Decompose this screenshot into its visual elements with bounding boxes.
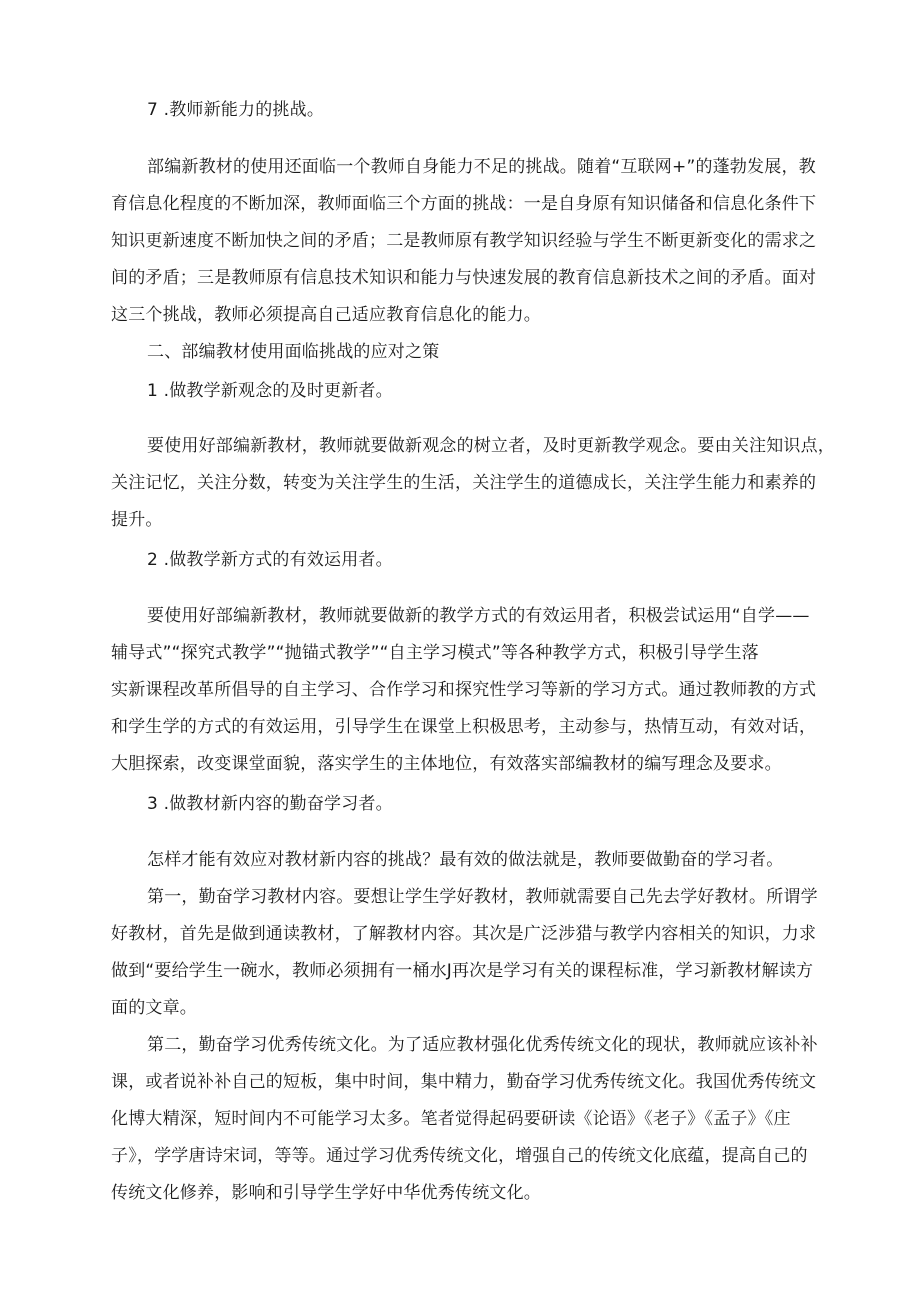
heading-diligent-learner: 3 .做教材新内容的勤奋学习者。 xyxy=(147,794,393,814)
text-line: 辅导式”“探究式教学”“抛锚式教学”“自主学习模式”等各种教学方式，积极引导学生落 xyxy=(111,643,759,663)
text-line: 第一，勤奋学习教材内容。要想让学生学好教材，教师就需要自己先去学好教材。所谓学 xyxy=(147,887,818,907)
text-line: 做到“要给学生一碗水，教师必须拥有一桶水J再次是学习有关的课程标准，学习新教材解读方 xyxy=(111,961,814,981)
text-line: 育信息化程度的不断加深，教师面临三个方面的挑战：一是自身原有知识储备和信息化条件下 xyxy=(111,194,817,214)
text-line: 部编新教材的使用还面临一个教师自身能力不足的挑战。随着“互联网+”的蓬勃发展，教 xyxy=(147,157,816,177)
paragraph-diligent-learner: 怎样才能有效应对教材新内容的挑战？最有效的做法就是，教师要做勤奋的学习者。 xyxy=(147,850,784,870)
text-line: 第二，勤奋学习优秀传统文化。为了适应教材强化优秀传统文化的现状，教师就应该补补 xyxy=(147,1035,818,1055)
text-line: 化博大精深，短时间内不可能学习太多。笔者觉得起码要研读《论语》《老子》《孟子》《庄 xyxy=(111,1109,791,1129)
text-line: 要使用好部编新教材，教师就要做新观念的树立者，及时更新教学观念。要由关注知识点， xyxy=(147,436,835,456)
text-line: 面的文章。 xyxy=(111,998,197,1018)
text-line: 知识更新速度不断加快之间的矛盾；二是教师原有教学知识经验与学生不断更新变化的需求之 xyxy=(111,231,817,251)
text-line: 要使用好部编新教材，教师就要做新的教学方式的有效运用者，积极尝试运用“自学—— xyxy=(147,606,810,626)
heading-teacher-new-ability: 7 .教师新能力的挑战。 xyxy=(147,100,325,120)
text-line: 课，或者说补补自己的短板，集中时间，集中精力，勤奋学习优秀传统文化。我国优秀传统文 xyxy=(111,1072,817,1092)
heading-new-methods: 2 .做教学新方式的有效运用者。 xyxy=(147,550,393,570)
text-line: 和学生学的方式的有效运用，引导学生在课堂上积极思考，主动参与，热情互动，有效对话， xyxy=(111,717,817,737)
text-line: 好教材，首先是做到通读教材，了解教材内容。其次是广泛涉猎与教学内容相关的知识，力求 xyxy=(111,924,817,944)
heading-new-concepts: 1 .做教学新观念的及时更新者。 xyxy=(147,381,393,401)
text-line: 实新课程改革所倡导的自主学习、合作学习和探究性学习等新的学习方式。通过教师教的方式 xyxy=(111,680,817,700)
text-line: 传统文化修养，影响和引导学生学好中华优秀传统文化。 xyxy=(111,1183,541,1203)
text-line: 间的矛盾；三是教师原有信息技术知识和能力与快速发展的教育信息新技术之间的矛盾。面对 xyxy=(111,268,817,288)
text-line: 提升。 xyxy=(111,510,163,530)
text-line: 大胆探索，改变课堂面貌，落实学生的主体地位，有效落实部编教材的编写理念及要求。 xyxy=(111,754,782,774)
text-line: 这三个挑战，教师必须提高自己适应教育信息化的能力。 xyxy=(111,305,541,325)
section-heading-countermeasures: 二、部编教材使用面临挑战的应对之策 xyxy=(147,342,440,362)
text-line: 关注记忆，关注分数，转变为关注学生的生活，关注学生的道德成长，关注学生能力和素养的 xyxy=(111,473,817,493)
text-line: 子》，学学唐诗宋词，等等。通过学习优秀传统文化，增强自己的传统文化底蕴，提高自己的 xyxy=(111,1146,808,1166)
